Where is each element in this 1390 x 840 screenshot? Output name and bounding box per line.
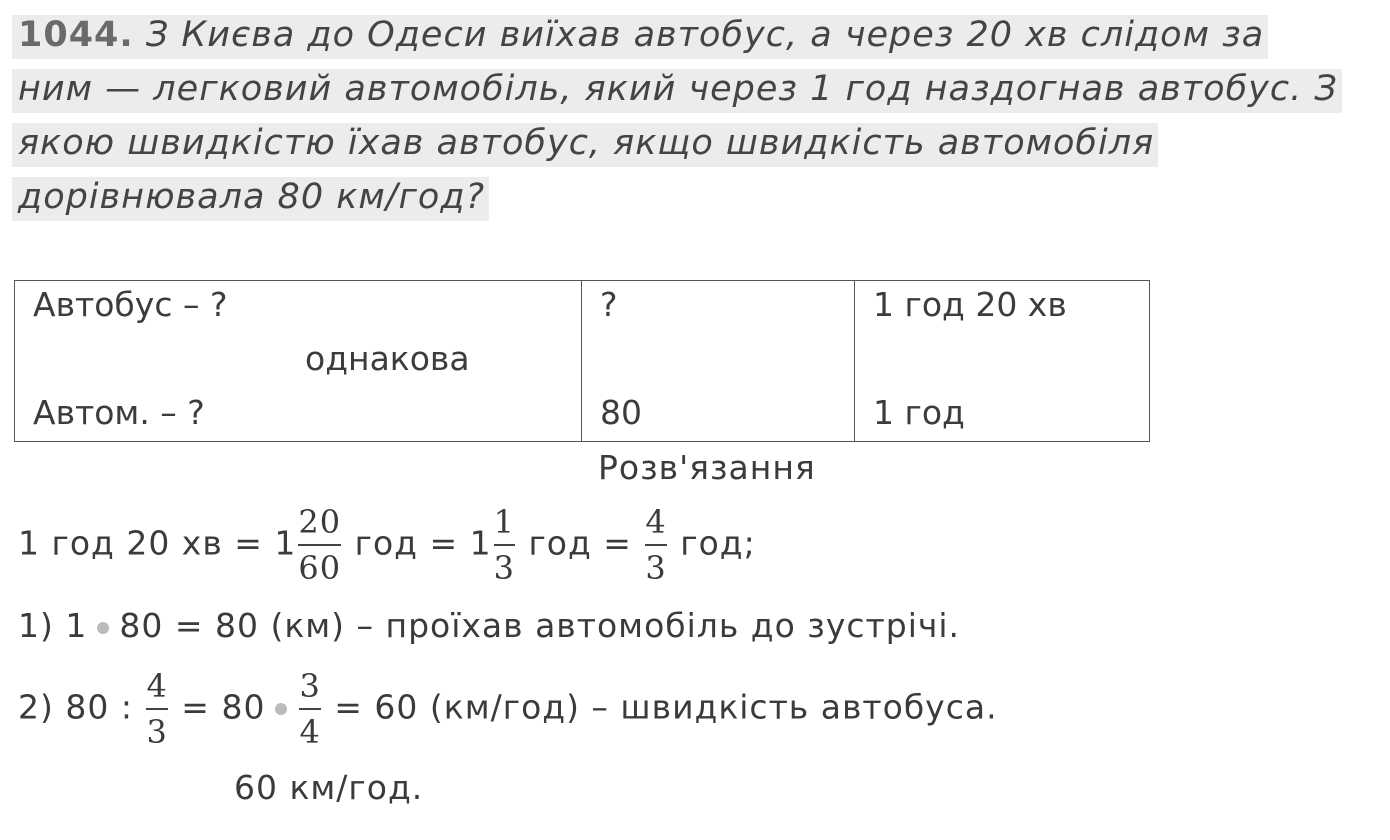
step2-part-c: = 60 (км/год) – швидкість автобуса. <box>322 687 998 727</box>
step2-part-a: 2) 80 : <box>18 687 145 727</box>
denominator: 3 <box>645 549 667 587</box>
step1-part-a: 1) 1 <box>18 606 88 645</box>
eq1-part-b: год = 1 <box>343 523 492 563</box>
problem-line-3: якою швидкістю їхав автобус, якщо швидкість автомобіля <box>12 123 1158 167</box>
given-table <box>14 280 1150 442</box>
same-distance-label: однакова <box>305 339 470 378</box>
numerator: 20 <box>298 503 342 541</box>
car-label: Автом. – ? <box>33 393 205 432</box>
eq1-part-c: год = <box>516 523 644 563</box>
fraction-3-4 <box>299 666 320 752</box>
numerator: 4 <box>645 503 667 541</box>
objects-cell <box>15 281 582 442</box>
fraction-4-3 <box>146 666 167 752</box>
numerator: 1 <box>493 503 515 541</box>
step-2 <box>18 666 998 752</box>
speed-cell <box>582 281 855 442</box>
denominator: 3 <box>146 713 168 751</box>
problem-line-4: дорівнювала 80 км/год? <box>12 177 489 221</box>
car-time: 1 год <box>873 393 965 432</box>
step1-part-b: 80 = 80 (км) – проїхав автомобіль до зустрічі. <box>119 606 961 645</box>
car-speed: 80 <box>600 393 642 432</box>
step-1 <box>18 606 960 645</box>
denominator: 60 <box>298 549 342 587</box>
numerator: 3 <box>299 667 321 705</box>
fraction-1-3 <box>494 502 515 588</box>
multiply-dot-icon <box>275 703 287 715</box>
denominator: 3 <box>493 549 515 587</box>
fraction-4-3 <box>645 502 666 588</box>
answer: 60 км/год. <box>234 768 424 807</box>
denominator: 4 <box>299 713 321 751</box>
problem-line-1: З Києва до Одеси виїхав автобус, а через 20 хв слідом за <box>145 15 1265 55</box>
problem-number: 1044. <box>18 15 134 55</box>
fraction-20-60 <box>298 502 341 588</box>
multiply-dot-icon <box>97 622 109 634</box>
numerator: 4 <box>146 667 168 705</box>
bus-speed: ? <box>600 285 618 324</box>
step2-part-b: = 80 <box>169 687 266 727</box>
eq1-part-a: 1 год 20 хв = 1 <box>18 523 297 563</box>
eq1-part-d: год; <box>668 523 756 563</box>
bus-time: 1 год 20 хв <box>873 285 1067 324</box>
time-cell <box>855 281 1150 442</box>
problem-text <box>12 8 1382 224</box>
solution-title: Розв'язання <box>598 448 816 487</box>
time-conversion <box>18 502 756 588</box>
problem-line-2: ним — легковий автомобіль, який через 1 год наздогнав автобус. З <box>12 69 1342 113</box>
bus-label: Автобус – ? <box>33 285 228 324</box>
